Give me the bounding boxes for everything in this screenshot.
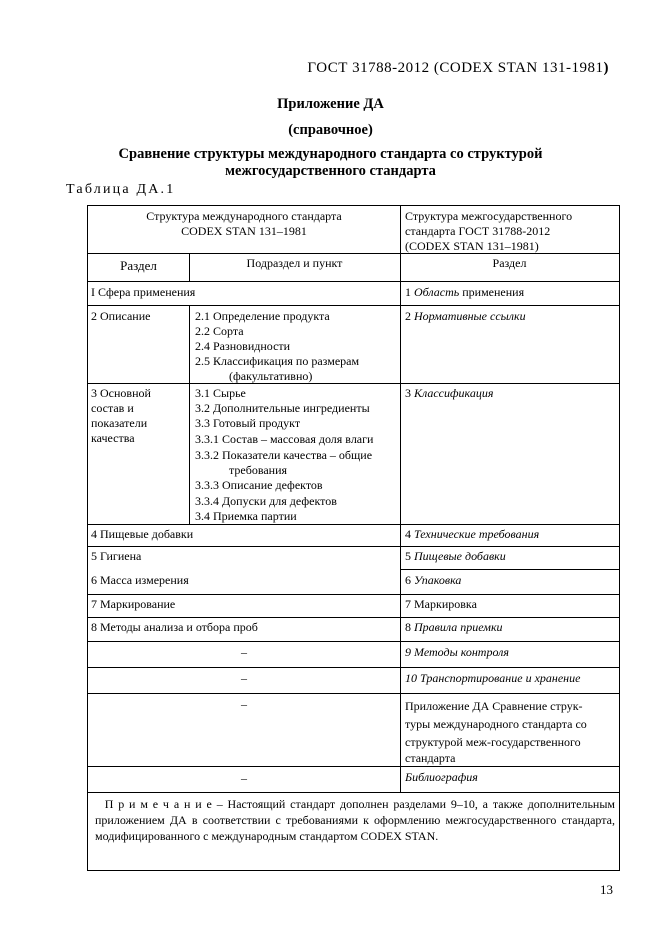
row12-right: Библиография: [405, 770, 478, 784]
row3-item: 3.3.4 Допуски для дефектов: [195, 494, 337, 508]
row-divider: [88, 594, 619, 595]
row-divider: [88, 641, 619, 642]
document-header: [307, 60, 609, 77]
header-right-line3: (CODEX STAN 131–1981): [405, 239, 539, 253]
row2-right: 2 Нормативные ссылки: [405, 309, 526, 323]
row-divider: [88, 667, 619, 668]
row11-right-line: стандарта: [405, 751, 456, 765]
row-divider: [88, 305, 619, 306]
row-divider: [88, 383, 619, 384]
row3-right: 3 Классификация: [405, 386, 494, 400]
table-note: [95, 796, 615, 844]
row3-item: 3.3.3 Описание дефектов: [195, 478, 323, 492]
row10-dash: –: [241, 671, 247, 685]
row3-section-line: 3 Основной: [91, 386, 151, 400]
header-left-line2: CODEX STAN 131–1981: [181, 224, 307, 238]
subheader-subsection: Подраздел и пункт: [246, 256, 343, 270]
row11-right-line: структурой меж-государственного: [405, 735, 581, 749]
row3-item: 3.1 Сырье: [195, 386, 246, 400]
row2-item: 2.1 Определение продукта: [195, 309, 330, 323]
row-divider: [88, 524, 619, 525]
row10-right: 10 Транспортирование и хранение: [405, 671, 581, 685]
row9-dash: –: [241, 645, 247, 659]
row1-right: 1 Область применения: [405, 285, 525, 299]
row4-left: 4 Пищевые добавки: [91, 527, 194, 541]
row11-dash: –: [241, 697, 247, 711]
row11-right-line: туры международного стандарта со: [405, 717, 587, 731]
row8-right: 8 Правила приемки: [405, 620, 503, 634]
row6-right: 6 Упаковка: [405, 573, 462, 587]
row2-item: 2.4 Разновидности: [195, 339, 291, 353]
row2-item: (факультативно): [229, 369, 313, 383]
subheader-section-right: Раздел: [492, 256, 527, 270]
header-right-line1: Структура межгосударственного: [405, 209, 573, 223]
annex-heading-line1: Сравнение структуры международного стандарта со структурой: [118, 146, 543, 162]
header-left-line1: Структура международного стандарта: [146, 209, 342, 223]
row11-right-line: Приложение ДА Сравнение струк-: [405, 699, 583, 713]
row-divider: [88, 617, 619, 618]
row2-item: 2.2 Сорта: [195, 324, 244, 338]
table-label: Таблица ДА.1: [66, 182, 176, 197]
row-divider: [88, 766, 619, 767]
header-right-line2: стандарта ГОСТ 31788-2012: [405, 224, 551, 238]
row3-item: 3.3.1 Состав – массовая доля влаги: [195, 432, 374, 446]
header-standard-code: ГОСТ 31788-2012 (CODEX STAN 131-1981: [307, 60, 604, 76]
row-divider: [88, 281, 619, 282]
subheader-section: Раздел: [120, 258, 157, 273]
row-divider: [88, 693, 619, 694]
row5-left: 5 Гигиена: [91, 549, 142, 563]
column-divider: [189, 305, 190, 524]
row12-dash: –: [241, 771, 247, 785]
row2-section: 2 Описание: [91, 309, 151, 323]
row-divider: [88, 253, 619, 254]
row3-section-line: показатели: [91, 416, 148, 430]
row2-item: 2.5 Классификация по размерам: [195, 354, 360, 368]
row3-section-line: состав и: [91, 401, 134, 415]
row7-right: 7 Маркировка: [405, 597, 477, 611]
row-divider: [88, 546, 619, 547]
note-text: – Настоящий стандарт дополнен разделами 9–10, а также дополнительным приложением ДА в соответствии с требованиями к оформлению межгосударственного стандарта, модифицированного с международным стандартом CODEX STAN.: [95, 797, 616, 843]
row3-item: 3.2 Дополнительные ингредиенты: [195, 401, 370, 415]
note-lead: П р и м е ч а н и е: [104, 797, 212, 811]
column-divider: [400, 206, 401, 792]
row3-item: 3.3 Готовый продукт: [195, 416, 301, 430]
row6-left: 6 Масса измерения: [91, 573, 189, 587]
row3-item: требования: [229, 463, 288, 477]
annex-subtitle: (справочное): [288, 122, 373, 138]
row3-section-line: качества: [91, 431, 135, 445]
row-divider: [400, 569, 619, 570]
row8-left: 8 Методы анализа и отбора проб: [91, 620, 258, 634]
annex-heading-line2: межгосударственного стандарта: [225, 163, 436, 179]
row5-right: 5 Пищевые добавки: [405, 549, 506, 563]
header-close-paren: ): [603, 60, 609, 76]
row4-right: 4 Технические требования: [405, 527, 540, 541]
comparison-table: [87, 205, 620, 871]
page-number: 13: [600, 882, 613, 897]
row7-left: 7 Маркирование: [91, 597, 176, 611]
row3-item: 3.4 Приемка партии: [195, 509, 297, 523]
row1-left: I Сфера применения: [91, 285, 196, 299]
row-divider: [88, 792, 619, 793]
row9-right: 9 Методы контроля: [405, 645, 509, 659]
row3-item: 3.3.2 Показатели качества – общие: [195, 448, 373, 462]
annex-title: Приложение ДА: [277, 96, 384, 112]
